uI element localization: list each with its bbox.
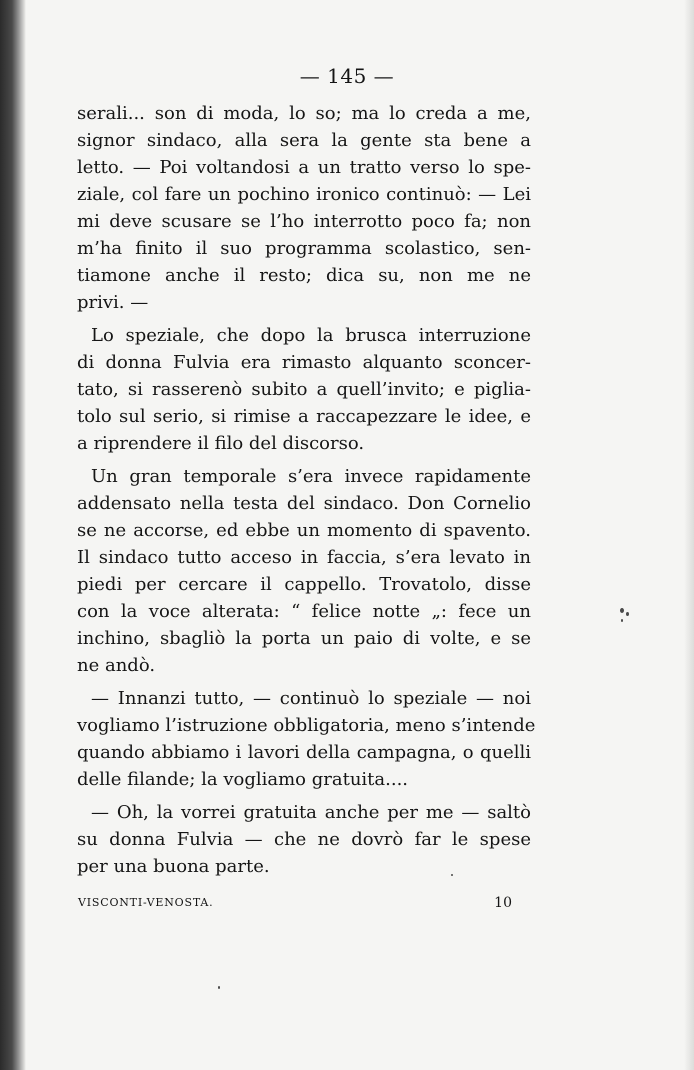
text-line: tolo sul serio, si rimise a raccapezzare le idee, e: [77, 406, 531, 427]
text-line: piedi per cercare il cappello. Trovatolo, disse: [77, 574, 531, 595]
text-line: se ne accorse, ed ebbe un momento di spavento.: [77, 520, 531, 541]
paragraph-first-line: — Innanzi tutto, — continuò lo speziale — noi: [91, 688, 531, 709]
text-line: mi deve scusare se l’ho interrotto poco fa; non: [77, 211, 531, 232]
ink-speck: [620, 608, 624, 613]
text-line: per una buona parte.: [77, 856, 270, 877]
ink-speck: [621, 619, 623, 622]
text-line: tiamone anche il resto; dica su, non me ne: [77, 265, 531, 286]
text-line: di donna Fulvia era rimasto alquanto sconcer-: [77, 352, 531, 373]
printer-signature: VISCONTI-VENOSTA.: [78, 896, 214, 909]
text-line: letto. — Poi voltandosi a un tratto verso lo spe-: [77, 157, 531, 178]
text-line: ziale, col fare un pochino ironico continuò: — Lei: [77, 184, 531, 205]
page-footer: [78, 893, 512, 913]
text-line: Il sindaco tutto acceso in faccia, s’era levato in: [77, 547, 531, 568]
text-body: [77, 100, 536, 880]
text-line: addensato nella testa del sindaco. Don Cornelio: [77, 493, 531, 514]
text-line: quando abbiamo i lavori della campagna, o quelli: [77, 742, 531, 763]
ink-speck: [218, 986, 220, 989]
paragraph-first-line: Lo speziale, che dopo la brusca interruzione: [91, 325, 531, 346]
text-line: vogliamo l’istruzione obbligatoria, meno s’intende: [77, 715, 536, 736]
sheet-number: 10: [494, 895, 512, 911]
text-line: su donna Fulvia — che ne dovrò far le spese: [77, 829, 531, 850]
text-line: m’ha finito il suo programma scolastico, sen-: [77, 238, 531, 259]
text-line: signor sindaco, alla sera la gente sta bene a: [77, 130, 531, 151]
page-binding-shadow: [0, 0, 26, 1070]
ink-speck: [626, 612, 629, 616]
text-line: delle filande; la vogliamo gratuita....: [77, 769, 409, 790]
text-line: tato, si rasserenò subito a quell’invito; e piglia-: [77, 379, 531, 400]
paragraph-first-line: Un gran temporale s’era invece rapidamente: [91, 466, 531, 487]
text-line: a riprendere il filo del discorso.: [77, 433, 365, 454]
text-line: con la voce alterata: “ felice notte „: fece un: [77, 601, 531, 622]
text-line: privi. —: [77, 292, 149, 313]
paragraph-first-line: — Oh, la vorrei gratuita anche per me — saltò: [91, 802, 531, 823]
text-line: ne andò.: [77, 655, 156, 676]
text-line: inchino, sbagliò la porta un paio di volte, e se: [77, 628, 531, 649]
page-number: — 145 —: [299, 64, 395, 88]
text-line: serali... son di moda, lo so; ma lo creda a me,: [77, 103, 531, 124]
page-right-edge: [684, 0, 694, 1070]
ink-speck: [451, 874, 453, 876]
